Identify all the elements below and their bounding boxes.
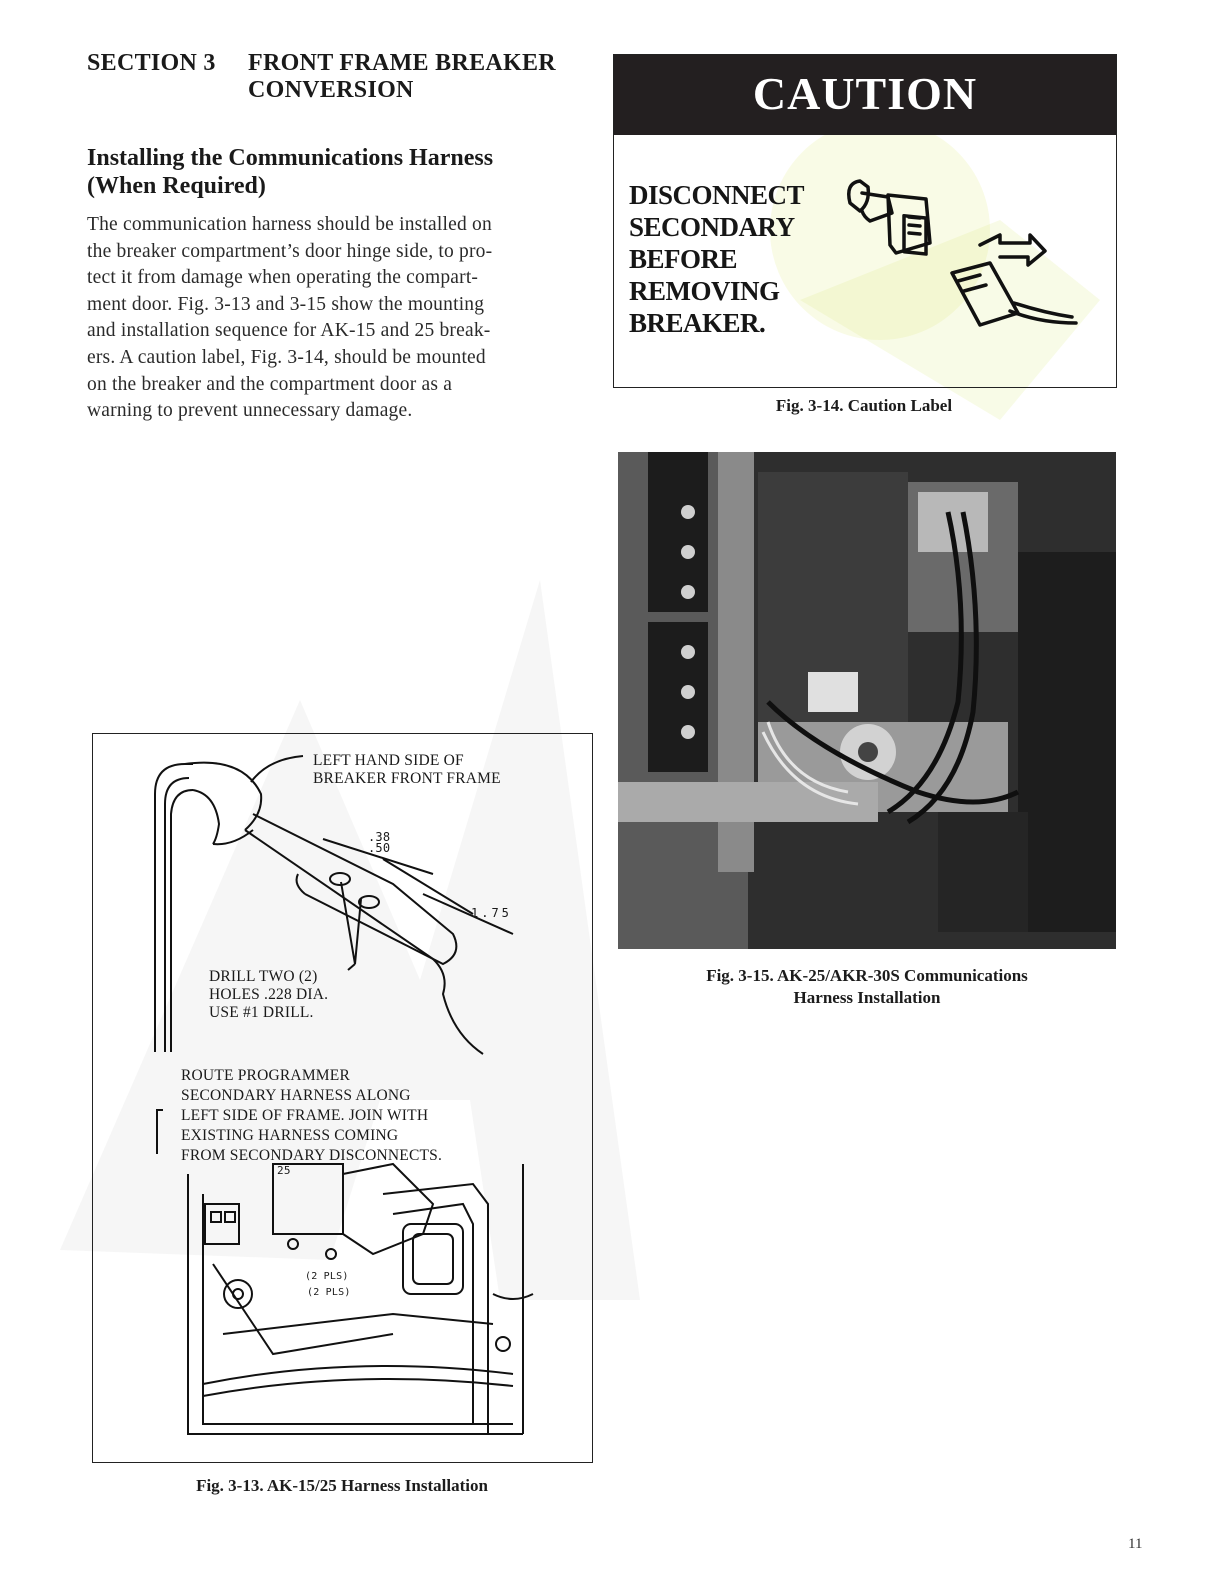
section-number: SECTION 3	[87, 50, 216, 76]
caption-line: Fig. 3-15. AK-25/AKR-30S Communications	[706, 966, 1028, 985]
label-line: FROM SECONDARY DISCONNECTS.	[181, 1147, 443, 1164]
frame-label	[313, 752, 501, 788]
body-line: the breaker compartment’s door hinge side, to pro-	[87, 240, 493, 262]
body-line: warning to prevent unnecessary damage.	[87, 400, 413, 422]
caution-line: BREAKER.	[629, 308, 766, 338]
disconnect-plug-icon	[840, 173, 1080, 333]
body-line: and installation sequence for AK-15 and 25 break-	[87, 320, 491, 342]
drill-note	[209, 968, 328, 1022]
label-line: USE #1 DRILL.	[209, 1004, 314, 1021]
body-line: tect it from damage when operating the compart-	[87, 267, 479, 289]
label-line: BREAKER FRONT FRAME	[313, 770, 501, 787]
body-line: The communication harness should be installed on	[87, 214, 492, 235]
section-title	[248, 50, 556, 104]
label-line: LEFT HAND SIDE OF	[313, 752, 464, 769]
dimension-value: .38	[368, 830, 391, 844]
harness-photo	[618, 452, 1116, 949]
caution-title: CAUTION	[752, 68, 978, 119]
body-line: ers. A caution label, Fig. 3-14, should be mounted	[87, 346, 486, 368]
caption-line: Harness Installation	[793, 988, 941, 1007]
page-number: 11	[1128, 1536, 1143, 1552]
figure-caption	[618, 965, 1116, 1009]
caution-label	[613, 54, 1117, 388]
dimension-label	[368, 832, 390, 854]
photo-illustration	[618, 452, 1116, 949]
pls-callout: (2 PLS)	[305, 1271, 349, 1282]
body-line: ment door. Fig. 3-13 and 3-15 show the mounting	[87, 293, 485, 315]
route-note	[181, 1066, 442, 1166]
caution-message	[629, 179, 804, 339]
callout-25: 25	[277, 1164, 291, 1177]
dimension-value: .50	[368, 841, 391, 855]
body-paragraph	[87, 212, 587, 425]
subsection-heading	[87, 144, 493, 200]
label-line: EXISTING HARNESS COMING	[181, 1127, 399, 1144]
label-line: LEFT SIDE OF FRAME. JOIN WITH	[181, 1107, 429, 1124]
label-line: HOLES .228 DIA.	[209, 986, 329, 1003]
section-title-line-2: CONVERSION	[248, 77, 414, 103]
harness-diagram	[92, 733, 593, 1463]
label-line: DRILL TWO (2)	[209, 968, 318, 985]
heading-line-1: Installing the Communications Harness	[87, 145, 494, 171]
dimension-label: 1.75	[471, 906, 512, 920]
label-line: SECONDARY HARNESS ALONG	[181, 1087, 411, 1104]
pls-callout: (2 PLS)	[307, 1287, 351, 1298]
body-line: on the breaker and the compartment door as a	[87, 373, 453, 395]
caution-line: REMOVING	[629, 276, 780, 306]
section-title-line-1: FRONT FRAME BREAKER	[248, 50, 556, 76]
figure-caption: Fig. 3-14. Caution Label	[775, 396, 953, 415]
figure-caption: Fig. 3-13. AK-15/25 Harness Installation	[196, 1476, 488, 1495]
caution-header	[614, 55, 1116, 135]
caution-line: SECONDARY	[629, 212, 795, 242]
caution-line: DISCONNECT	[629, 180, 805, 210]
label-line: ROUTE PROGRAMMER	[181, 1067, 350, 1084]
caution-line: BEFORE	[629, 244, 738, 274]
heading-line-2: (When Required)	[87, 173, 266, 199]
